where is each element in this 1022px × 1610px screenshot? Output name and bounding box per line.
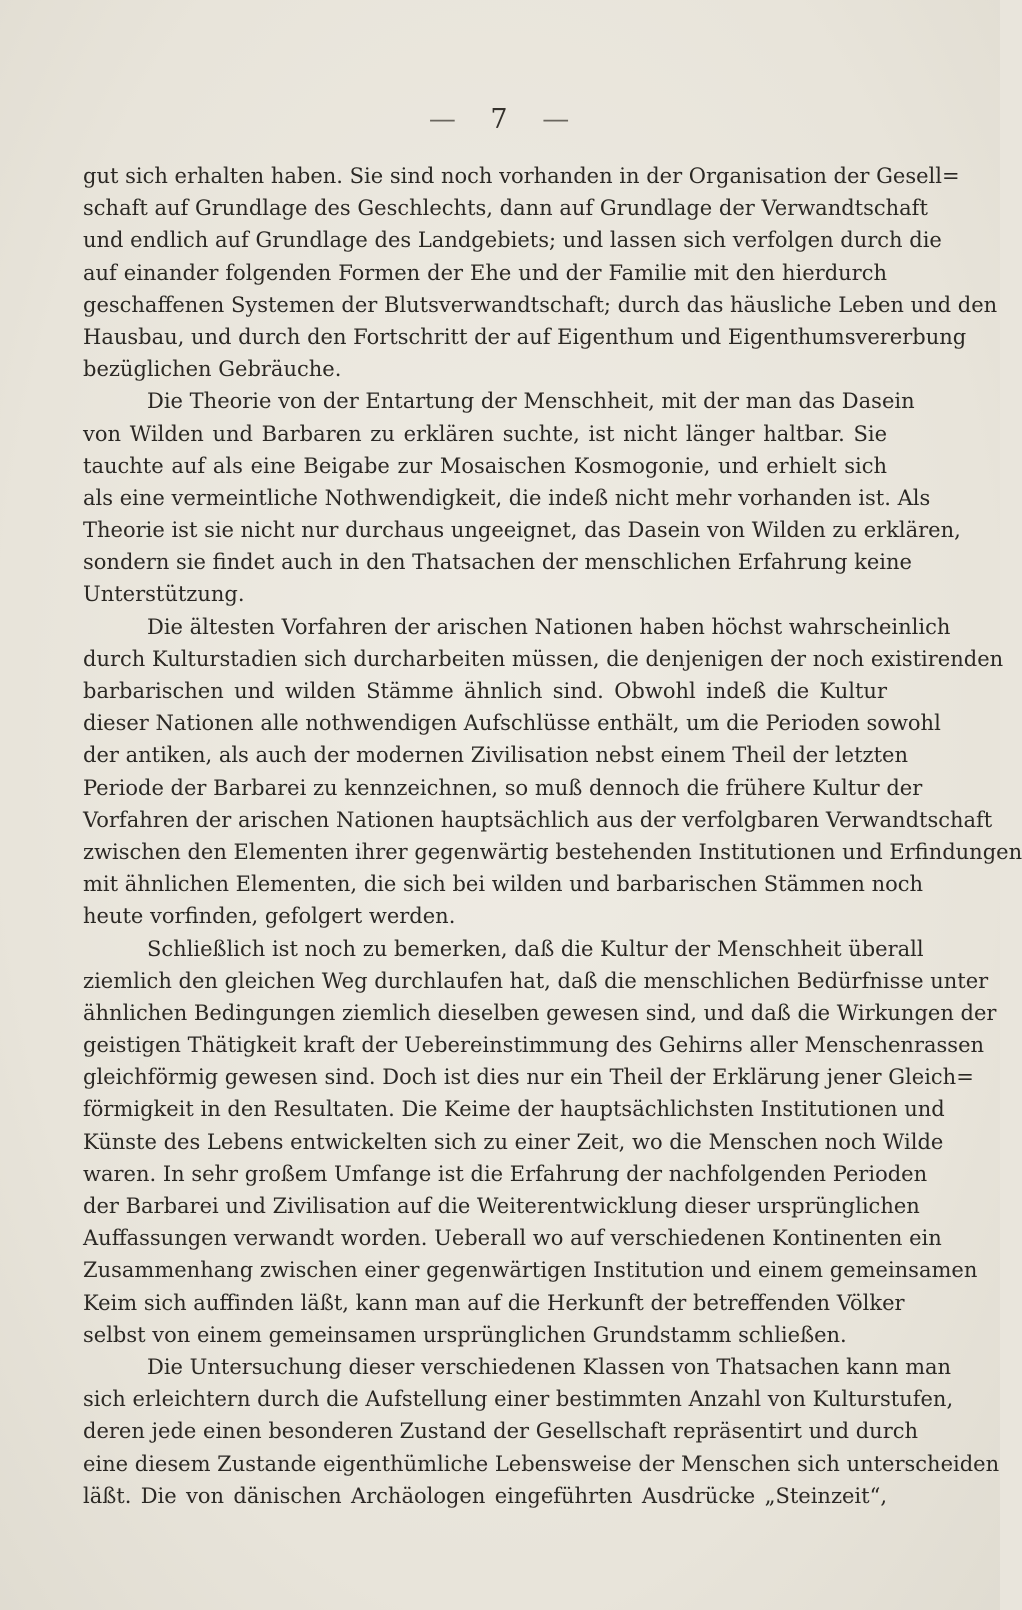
text-line: tauchte auf als eine Beigabe zur Mosaischen Kosmogonie, und erhielt sich	[83, 453, 887, 478]
text-line: Vorfahren der arischen Nationen hauptsächlich aus der verfolgbaren Verwandtschaft	[83, 807, 993, 832]
text-line: waren. In sehr großem Umfange ist die Erfahrung der nachfolgenden Perioden	[83, 1161, 928, 1186]
text-line: bezüglichen Gebräuche.	[83, 357, 342, 382]
text-line: als eine vermeintliche Nothwendigkeit, die indeß nicht mehr vorhanden ist. Als	[83, 485, 931, 510]
text-line: und endlich auf Grundlage des Landgebiets; und lassen sich verfolgen durch die	[83, 228, 942, 253]
text-line: Zusammenhang zwischen einer gegenwärtigen Institution und einem gemeinsamen	[83, 1258, 978, 1283]
text-line: Künste des Lebens entwickelten sich zu einer Zeit, wo die Menschen noch Wilde	[83, 1129, 944, 1154]
text-line: Die Theorie von der Entartung der Menschheit, mit der man das Dasein	[147, 389, 915, 414]
text-line: heute vorfinden, gefolgert werden.	[83, 904, 456, 929]
page-number: 7	[490, 104, 510, 135]
text-line: Unterstützung.	[83, 582, 245, 607]
text-line: dieser Nationen alle nothwendigen Aufschlüsse enthält, um die Perioden sowohl	[83, 711, 941, 736]
text-line: förmigkeit in den Resultaten. Die Keime der hauptsächlichsten Institutionen und	[83, 1097, 945, 1122]
body-text	[83, 160, 1022, 1512]
page-header	[0, 104, 1000, 135]
text-line: durch Kulturstadien sich durcharbeiten müssen, die denjenigen der noch existirenden	[83, 646, 1004, 671]
text-line: sondern sie findet auch in den Thatsachen der menschlichen Erfahrung keine	[83, 550, 912, 575]
header-dash-left: —	[428, 104, 458, 135]
text-line: geschaffenen Systemen der Blutsverwandtschaft; durch das häusliche Leben und den	[83, 292, 998, 317]
text-line: schaft auf Grundlage des Geschlechts, dann auf Grundlage der Verwandtschaft	[83, 196, 928, 221]
text-line: ziemlich den gleichen Weg durchlaufen hat, daß die menschlichen Bedürfnisse unter	[83, 968, 989, 993]
text-line: Hausbau, und durch den Fortschritt der auf Eigenthum und Eigenthumsvererbung	[83, 324, 967, 349]
text-line: ähnlichen Bedingungen ziemlich dieselben gewesen sind, und daß die Wirkungen der	[83, 1000, 997, 1025]
text-line: der Barbarei und Zivilisation auf die Weiterentwicklung dieser ursprünglichen	[83, 1194, 920, 1218]
text-line: der antiken, als auch der modernen Zivilisation nebst einem Theil der letzten	[83, 743, 908, 768]
text-line: Die ältesten Vorfahren der arischen Nationen haben höchst wahrscheinlich	[147, 614, 951, 639]
text-line: von Wilden und Barbaren zu erklären suchte, ist nicht länger haltbar. Sie	[83, 421, 887, 446]
text-line: auf einander folgenden Formen der Ehe und der Familie mit den hierdurch	[83, 260, 887, 285]
text-line: deren jede einen besonderen Zustand der Gesellschaft repräsentirt und durch	[83, 1419, 919, 1444]
text-line: selbst von einem gemeinsamen ursprünglichen Grundstamm schließen.	[83, 1322, 847, 1347]
text-line: gut sich erhalten haben. Sie sind noch vorhanden in der Organisation der Gesell=	[83, 164, 960, 188]
text-line: Keim sich auffinden läßt, kann man auf die Herkunft der betreffenden Völker	[83, 1290, 905, 1315]
text-line: zwischen den Elementen ihrer gegenwärtig bestehenden Institutionen und Erfindungen	[83, 839, 1022, 864]
text-line: Periode der Barbarei zu kennzeichnen, so muß dennoch die frühere Kultur der	[83, 775, 923, 800]
header-dash-right: —	[542, 104, 572, 135]
text-line: läßt. Die von dänischen Archäologen eingeführten Ausdrücke „Steinzeit“,	[83, 1483, 887, 1508]
text-line: gleichförmig gewesen sind. Doch ist dies nur ein Theil der Erklärung jener Gleich=	[83, 1065, 974, 1090]
text-line: Theorie ist sie nicht nur durchaus ungeeignet, das Dasein von Wilden zu erklären,	[83, 518, 961, 543]
text-line: Schließlich ist noch zu bemerken, daß die Kultur der Menschheit überall	[147, 936, 924, 961]
text-line: eine diesem Zustande eigenthümliche Lebensweise der Menschen sich unterscheiden	[83, 1451, 1000, 1476]
text-line: Die Untersuchung dieser verschiedenen Klassen von Thatsachen kann man	[147, 1354, 952, 1379]
text-line: Auffassungen verwandt worden. Ueberall wo auf verschiedenen Kontinenten ein	[83, 1226, 942, 1251]
text-line: sich erleichtern durch die Aufstellung einer bestimmten Anzahl von Kulturstufen,	[83, 1387, 954, 1412]
text-line: mit ähnlichen Elementen, die sich bei wilden und barbarischen Stämmen noch	[83, 872, 924, 897]
text-line: geistigen Thätigkeit kraft der Uebereinstimmung des Gehirns aller Menschenrassen	[83, 1033, 985, 1058]
text-line: barbarischen und wilden Stämme ähnlich sind. Obwohl indeß die Kultur	[83, 679, 887, 703]
